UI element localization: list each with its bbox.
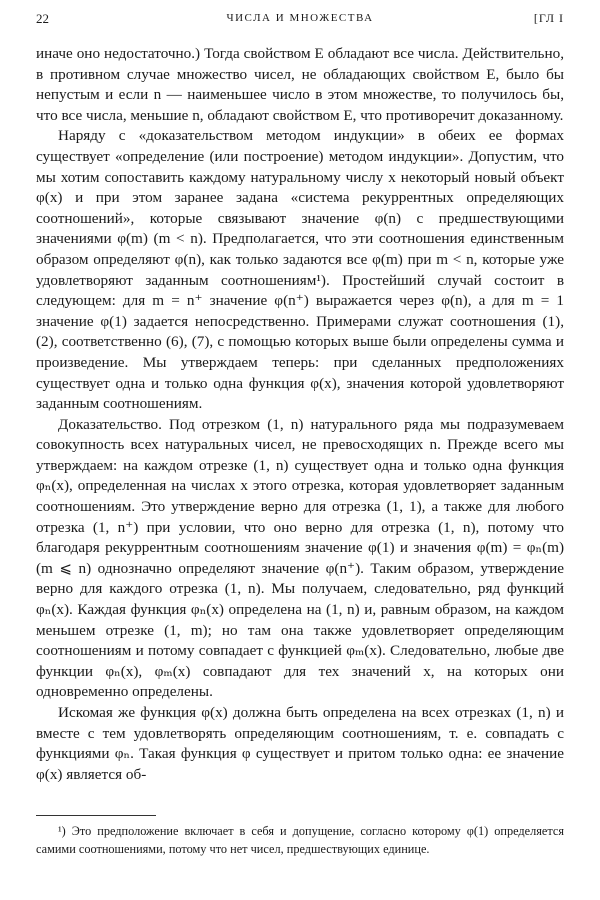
paragraph-4: Искомая же функция φ(x) должна быть определена на всех отрезках (1, n) и вместе с тем удовлетворять определяющим соотношениям, т. е. совпадать с функциями φₙ. Такая функция φ существует и притом только одна: ее значение φ(x) является об- [36,704,564,783]
footnote-rule [36,815,156,816]
paragraph-2: Наряду с «доказательством методом индукции» в обеих ее формах существует «определение (или построение) методом индукции». Допустим, что мы хотим сопоставить каждому натуральному числу x некоторый новый объект φ(x) и при этом заранее задана «система рекуррентных определяющих соотношений», которые связывают значение φ(n) с предшествующими значениями φ(m) (m < n). Предполагается, что эти соотношения единственным образом определяют φ(n), как только задаются все φ(m) при m < n, которые уже удовлетворяют заданным соотношениям¹). Простейший случай состоит в следующем: для m = n⁺ значение φ(n⁺) выражается через φ(n), а для m = 1 значение φ(1) задается непосредственно. Примерами служат соотношения (1), (2), соответственно (6), (7), с помощью которых выше были определены сумма и произведение. Мы утверждаем теперь: при сделанных предположениях существует одна и только одна функция φ(x), значения которой удовлетворяют заданным соотношениям. [36,127,564,413]
running-title: ЧИСЛА И МНОЖЕСТВА [226,12,374,24]
body-text [36,44,564,785]
footnote-text: ¹) Это предположение включает в себя и допущение, согласно которому φ(1) определяется самими соотношениями, потому что нет чисел, предшествующих единице. [36,824,564,856]
page-header [36,11,564,31]
paragraph-3: Доказательство. Под отрезком (1, n) натурального ряда мы подразумеваем совокупность всех натуральных чисел, не превосходящих n. Прежде всего мы утверждаем: на каждом отрезке (1, n) существует одна и только одна функция φₙ(x), определенная на числах x этого отрезка, которая удовлетворяет заданным соотношениям. Это утверждение верно для отрезка (1, 1), а также для любого отрезка (1, n⁺) при условии, что оно верно для отрезка (1, n), потому что благодаря рекуррентным соотношениям значение φ(1) и значения φ(m) = φₙ(m) (m ⩽ n) однозначно определяют значение φ(n⁺). Таким образом, утверждение верно для каждого отрезка (1, n). Мы получаем, следовательно, ряд функций φₙ(x). Каждая функция φₙ(x) определена на (1, n) и, равным образом, на каждом меньшем отрезке (1, m); но там она также удовлетворяет определяющим соотношениям и потому совпадает с функцией φₘ(x). Следовательно, любые две функции φₙ(x), φₘ(x) совпадают для тех значений x, на которых они одновременно определены. [36,415,564,701]
footnote [36,823,564,858]
paragraph-1: иначе оно недостаточно.) Тогда свойством E обладают все числа. Действительно, в противном случае множество чисел, не обладающих свойством E, было бы непустым и если n — наименьшее число в этом множестве, то получилось бы, что все числа, меньшие n, обладают свойством E, что противоречит доказанному. [36,45,564,124]
chapter-marker: [ГЛ I [533,11,564,25]
page-number: 22 [36,11,49,26]
